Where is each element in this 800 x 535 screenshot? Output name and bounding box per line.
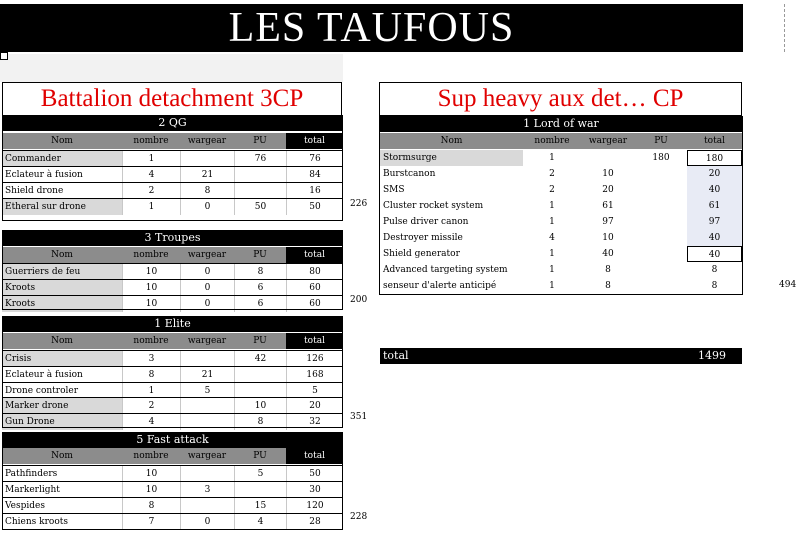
- wargear-col[interactable]: 0: [180, 264, 234, 280]
- name-col[interactable]: Kroots: [2, 280, 122, 296]
- count-col[interactable]: 4: [122, 167, 180, 183]
- name-col[interactable]: Markerlight: [5, 485, 60, 495]
- total-col[interactable]: 120: [286, 498, 343, 514]
- pu-col[interactable]: 5: [234, 466, 286, 482]
- selected-range-shading: [0, 54, 343, 82]
- name-col[interactable]: Kroots: [2, 296, 122, 312]
- count-col[interactable]: 10: [122, 482, 180, 498]
- pu-col[interactable]: 8: [234, 264, 286, 280]
- total-col[interactable]: 20: [687, 166, 742, 182]
- count-col[interactable]: 8: [122, 367, 180, 383]
- right-table-frame: [379, 116, 743, 295]
- grand-total-bar: [380, 348, 742, 364]
- total-col[interactable]: 84: [286, 167, 343, 183]
- wargear-col[interactable]: 0: [180, 280, 234, 296]
- name-col[interactable]: Shield generator: [383, 249, 460, 259]
- total-col[interactable]: 126: [286, 351, 343, 367]
- wargear-col[interactable]: 8: [605, 281, 611, 291]
- pu-col[interactable]: 10: [234, 398, 286, 414]
- left-table-frame: [2, 230, 343, 310]
- count-col[interactable]: 10: [122, 264, 180, 280]
- header-wargear-col: wargear: [180, 247, 234, 263]
- wargear-col[interactable]: 10: [602, 233, 614, 243]
- wargear-col[interactable]: 61: [602, 201, 614, 211]
- name-col[interactable]: Advanced targeting system: [383, 265, 508, 275]
- total-col[interactable]: 40: [687, 182, 742, 198]
- name-col[interactable]: Drone controler: [5, 386, 79, 396]
- count-col[interactable]: 3: [122, 351, 180, 367]
- name-col[interactable]: Vespides: [5, 501, 45, 511]
- total-col[interactable]: 32: [286, 414, 343, 430]
- wargear-col[interactable]: 3: [180, 482, 234, 498]
- total-col[interactable]: 20: [286, 398, 343, 414]
- count-col[interactable]: 2: [122, 398, 180, 414]
- name-col[interactable]: Pulse driver canon: [383, 217, 469, 227]
- header-count-col: nombre: [523, 133, 581, 149]
- pu-col[interactable]: 8: [234, 414, 286, 430]
- header-count-col: nombre: [122, 247, 180, 263]
- header-name-col: Nom: [2, 247, 122, 263]
- section-title: 3 Troupes: [2, 230, 343, 246]
- name-col[interactable]: Crisis: [2, 351, 122, 367]
- header-total-col: total: [286, 448, 343, 464]
- header-name-col: Nom: [2, 448, 122, 464]
- count-col[interactable]: 10: [122, 466, 180, 482]
- left-detachment-title: Battalion detachment 3CP: [2, 82, 342, 116]
- header-count-col: nombre: [122, 333, 180, 349]
- section-title: 5 Fast attack: [2, 432, 343, 448]
- pu-col[interactable]: 4: [234, 514, 286, 530]
- header-wargear-col: wargear: [180, 448, 234, 464]
- name-col[interactable]: Stormsurge: [380, 150, 523, 166]
- section-title: 1 Elite: [2, 316, 343, 332]
- total-col[interactable]: 76: [286, 151, 343, 167]
- name-col[interactable]: Gun Drone: [2, 414, 122, 430]
- header-total-col: total: [286, 333, 343, 349]
- section-subtotal: 351: [350, 412, 368, 422]
- count-col[interactable]: 1: [549, 281, 555, 291]
- total-col[interactable]: 16: [286, 183, 343, 199]
- left-table-frame: [2, 432, 343, 530]
- pu-col[interactable]: 15: [234, 498, 286, 514]
- count-col[interactable]: 8: [122, 498, 180, 514]
- section-subtotal: 494: [779, 280, 797, 290]
- total-col[interactable]: 168: [286, 367, 343, 383]
- name-col[interactable]: Etheral sur drone: [2, 199, 122, 215]
- wargear-col[interactable]: 5: [180, 383, 234, 399]
- wargear-col[interactable]: 21: [180, 167, 234, 183]
- count-col[interactable]: 10: [122, 296, 180, 312]
- header-wargear-col: wargear: [180, 333, 234, 349]
- header-count-col: nombre: [122, 448, 180, 464]
- wargear-col[interactable]: 40: [602, 249, 614, 259]
- name-col[interactable]: Marker drone: [2, 398, 122, 414]
- name-col[interactable]: Guerriers de feu: [2, 264, 122, 280]
- header-pu-col: PU: [234, 448, 286, 464]
- wargear-col[interactable]: 10: [602, 169, 614, 179]
- count-col[interactable]: 2: [549, 185, 555, 195]
- header-name-col: Nom: [2, 133, 122, 149]
- count-col[interactable]: 1: [549, 201, 555, 211]
- name-col[interactable]: SMS: [383, 185, 405, 195]
- total-col[interactable]: 40: [687, 230, 742, 246]
- section-title: 2 QG: [2, 115, 343, 131]
- header-pu-col: PU: [635, 133, 687, 149]
- name-col[interactable]: Cluster rocket system: [383, 201, 484, 211]
- pu-col[interactable]: 6: [234, 280, 286, 296]
- header-wargear-col: wargear: [581, 133, 635, 149]
- wargear-col[interactable]: 8: [605, 265, 611, 275]
- section-subtotal: 228: [350, 512, 368, 522]
- wargear-col[interactable]: 0: [180, 514, 234, 530]
- section-subtotal: 226: [350, 199, 368, 209]
- total-col[interactable]: 40: [687, 246, 742, 262]
- wargear-col[interactable]: 20: [602, 185, 614, 195]
- total-col[interactable]: 50: [286, 466, 343, 482]
- header-pu-col: PU: [234, 133, 286, 149]
- wargear-col[interactable]: 0: [180, 296, 234, 312]
- left-table-frame: [2, 316, 343, 428]
- total-col[interactable]: 50: [286, 199, 343, 215]
- name-col[interactable]: Destroyer missile: [383, 233, 463, 243]
- total-col[interactable]: 60: [286, 296, 343, 312]
- count-col[interactable]: 10: [122, 280, 180, 296]
- count-col[interactable]: 4: [549, 233, 555, 243]
- grand-total-label: total: [383, 349, 409, 362]
- total-col[interactable]: 97: [687, 214, 742, 230]
- section-subtotal: 200: [350, 295, 368, 305]
- selection-handle[interactable]: [0, 52, 8, 60]
- count-col[interactable]: 1: [549, 217, 555, 227]
- total-col[interactable]: 80: [286, 264, 343, 280]
- total-col[interactable]: 8: [711, 281, 718, 291]
- pu-col[interactable]: 180: [652, 153, 670, 163]
- header-total-col: total: [286, 133, 343, 149]
- total-col[interactable]: 180: [687, 150, 742, 166]
- header-pu-col: PU: [234, 333, 286, 349]
- pu-col[interactable]: 6: [234, 296, 286, 312]
- header-wargear-col: wargear: [180, 133, 234, 149]
- pu-col[interactable]: 50: [234, 199, 286, 215]
- count-col[interactable]: 1: [122, 383, 180, 399]
- count-col[interactable]: 1: [549, 249, 555, 259]
- count-col[interactable]: 1: [122, 199, 180, 215]
- total-col[interactable]: 61: [687, 198, 742, 214]
- pu-col[interactable]: 42: [234, 351, 286, 367]
- name-col[interactable]: Commander: [2, 151, 122, 167]
- right-detachment-title: Sup heavy aux det… CP: [379, 82, 742, 116]
- count-col[interactable]: 4: [122, 414, 180, 430]
- count-col[interactable]: 1: [549, 265, 555, 275]
- wargear-col[interactable]: 0: [180, 199, 234, 215]
- count-col[interactable]: 2: [549, 169, 555, 179]
- total-col[interactable]: 8: [711, 265, 718, 275]
- header-name-col: Nom: [2, 333, 122, 349]
- wargear-col[interactable]: 8: [180, 183, 234, 199]
- header-total-col: total: [687, 133, 742, 149]
- name-col[interactable]: Eclateur à fusion: [5, 170, 83, 180]
- total-col[interactable]: 5: [286, 383, 343, 399]
- page-break-line: [784, 4, 785, 52]
- header-count-col: nombre: [122, 133, 180, 149]
- name-col[interactable]: Shield drone: [5, 186, 64, 196]
- left-table-frame: [2, 115, 343, 221]
- name-col[interactable]: Pathfinders: [5, 469, 58, 479]
- sheet-title: LES TAUFOUS: [0, 4, 743, 52]
- name-col[interactable]: senseur d'alerte anticipé: [383, 281, 497, 291]
- wargear-col[interactable]: 21: [180, 367, 234, 383]
- header-name-col: Nom: [380, 133, 523, 149]
- pu-col[interactable]: 76: [234, 151, 286, 167]
- total-col[interactable]: 30: [286, 482, 343, 498]
- name-col[interactable]: Eclateur à fusion: [5, 370, 83, 380]
- count-col[interactable]: 1: [549, 153, 555, 163]
- wargear-col[interactable]: 97: [602, 217, 614, 227]
- count-col[interactable]: 2: [122, 183, 180, 199]
- header-total-col: total: [286, 247, 343, 263]
- name-col[interactable]: Burstcanon: [383, 169, 436, 179]
- count-col[interactable]: 7: [122, 514, 180, 530]
- total-col[interactable]: 60: [286, 280, 343, 296]
- count-col[interactable]: 1: [122, 151, 180, 167]
- section-title: 1 Lord of war: [380, 116, 742, 132]
- total-col[interactable]: 28: [286, 514, 343, 530]
- name-col[interactable]: Chiens kroots: [5, 517, 68, 527]
- grand-total-value: 1499: [698, 349, 726, 362]
- header-pu-col: PU: [234, 247, 286, 263]
